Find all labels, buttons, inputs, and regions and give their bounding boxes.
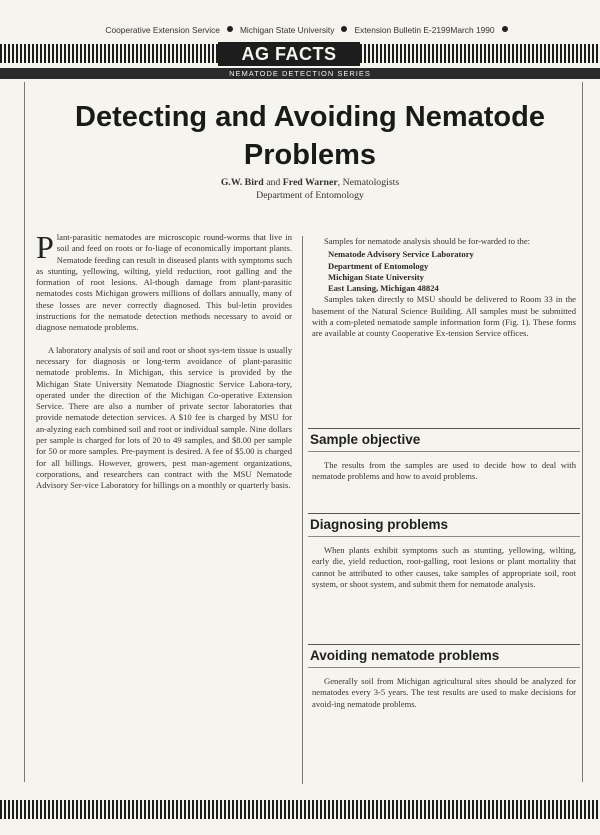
intro-text: lant-parasitic nematodes are microscopic round-worms that live in soil and feed on roots or fo-liage of economically important plants. Nematode feeding can result in diseased plants with symptoms such as stunting, yellowing, wilting, yield reduction, root galling and the formation of root lesions. Al-though damage from plant-parasitic nematodes costs Michigan growers millions of dollars annually, many of these losses are never correctly diagnosed. This bul-letin provides instructions for the nematode detection methods necessary to avoid or diagnose nematode problems. xyxy=(36,232,292,333)
delivery-paragraph: Samples taken directly to MSU should be delivered to Room 33 in the basement of the Natural Science Building. All samples must be submitted with a com-pleted nematode sample information form (Fig. 1). These forms are available at county Cooperative Ex-tension Service offices. xyxy=(312,294,576,339)
address-line: Department of Entomology xyxy=(328,260,429,271)
section-avoiding-problems xyxy=(308,644,580,668)
section-text: Generally soil from Michigan agricultural sites should be analyzed for nematodes every 3-5 years. The test results are used to make decisions for avoid-ing nematode problems. xyxy=(312,676,576,709)
author-conjunction: and xyxy=(266,177,281,188)
header-stripe-right xyxy=(360,44,600,63)
authors-line xyxy=(40,176,580,189)
publication-date: March 1990 xyxy=(450,25,495,35)
section-heading: Avoiding nematode problems xyxy=(310,648,500,663)
author-2: Fred Warner xyxy=(282,177,338,188)
lab-address xyxy=(328,249,576,294)
bullet-icon xyxy=(341,26,347,32)
bullet-icon xyxy=(502,26,508,32)
publication-info-line xyxy=(60,25,560,35)
page-title: Detecting and Avoiding Nematode Problems xyxy=(75,101,545,171)
section-heading: Diagnosing problems xyxy=(310,517,449,532)
series-name: NEMATODE DETECTION SERIES xyxy=(229,69,371,78)
address-line: Nematode Advisory Service Laboratory xyxy=(328,249,474,260)
header-stripe-left xyxy=(0,44,218,63)
author-role: , Nematologists xyxy=(337,177,400,188)
left-column xyxy=(36,229,292,492)
address-line: East Lansing, Michigan 48824 xyxy=(328,283,439,294)
author-department: Department of Entomology xyxy=(256,190,364,201)
university: Michigan State University xyxy=(239,25,335,35)
bulletin-number: Extension Bulletin E-2199 xyxy=(354,25,451,35)
address-line: Michigan State University xyxy=(328,271,424,282)
section-text: When plants exhibit symptoms such as stunting, yellowing, wilting, early die, yield reduction, root-galling, root lesions or plant mortality that cannot be attributed to other causes, take samples of appropriate soil, root system, or shoot system, and submit them for nematode analysis. xyxy=(312,545,576,589)
drop-cap: P xyxy=(36,229,54,265)
column-divider xyxy=(302,236,303,784)
bullet-icon xyxy=(227,26,233,32)
right-rule xyxy=(582,82,583,782)
section-heading: Sample objective xyxy=(310,432,421,447)
ag-facts-title: AG FACTS xyxy=(241,44,337,64)
ag-facts-banner xyxy=(218,42,360,66)
author-1: G.W. Bird xyxy=(220,177,264,188)
section-text: The results from the samples are used to decide how to deal with nematode problems and how to avoid problems. xyxy=(312,460,576,482)
send-samples-paragraph: Samples for nematode analysis should be for-warded to the: xyxy=(324,236,531,246)
section-sample-objective xyxy=(308,428,580,452)
footer-stripe xyxy=(0,800,600,819)
right-column-top xyxy=(312,236,576,340)
intro-paragraph xyxy=(36,229,292,334)
section-diagnosing-problems xyxy=(308,513,580,537)
series-bar xyxy=(0,68,600,79)
lab-analysis-paragraph: A laboratory analysis of soil and root or shoot sys-tem tissue is usually necessary for diagnosis or long-term avoidance of plant-parasitic nematode problems. In Michigan, this service is provided by the Michigan State University Nematode Diagnostic Service Labora-tory, operated under the direction of the Michigan Co-operative Extension Service. There are also a number of private sector laboratories that provide nematode detection services. A $10 fee is charged by MSU for an-alyzing each combined soil and root or individual sample. Nine dollars per sample is charged for lots of 20 to 49 samples, and $8.00 per sample for 50 or more samples. Pre-payment is desired. A fee of $5.00 is charged for all billings. However, growers, pest man-agement organizations, corporations, and researchers can contract with the MSU Nematode Advisory Ser-vice Laboratory for billings on a monthly or quarterly basis. xyxy=(36,344,292,491)
publisher: Cooperative Extension Service xyxy=(105,25,220,35)
byline xyxy=(40,176,580,202)
left-rule xyxy=(24,82,25,782)
